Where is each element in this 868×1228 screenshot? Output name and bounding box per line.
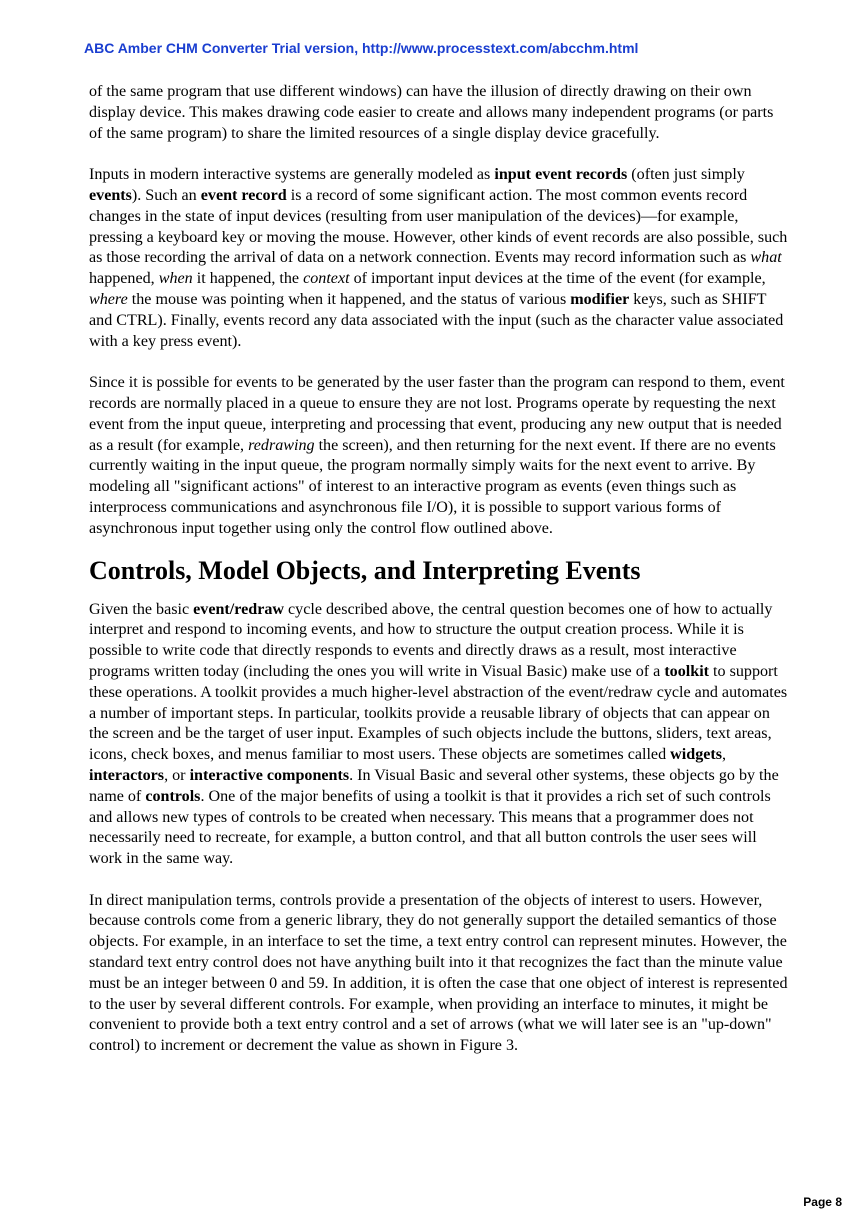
text-run: , — [722, 746, 727, 764]
text-run: keys, such as SHIFT and CTRL). Finally, events record any data associated with the input (such as the character value associated with a key press event). — [89, 290, 784, 350]
page-number: Page 8 — [803, 1195, 842, 1209]
text-run: . In Visual Basic and several other systems, these objects go by the name of — [89, 766, 779, 805]
paragraph-input-events — [89, 165, 789, 352]
term-interactive-components: interactive components — [189, 766, 350, 784]
text-run: cycle described above, the central question becomes one of how to actually interpret and respond to incoming events, and how to structure the output creation process. While it is possible to write code that directly responds to events and directly draws as a result, most interactive programs written today (including the ones you will write in Visual Basic) make use of a — [89, 600, 773, 680]
emphasis-where: where — [89, 290, 128, 308]
text-run: Given the basic — [89, 600, 194, 618]
paragraph-text: of the same program that use different windows) can have the illusion of directly drawing on their own display device. This makes drawing code easier to create and allows many independent programs (or parts of the same program) to share the limited resources of a single display device gracefully. — [89, 83, 774, 142]
paragraph-intro-continuation — [89, 82, 789, 144]
text-run: (often just simply — [627, 166, 745, 184]
term-controls: controls — [145, 787, 201, 805]
text-run: happened, — [89, 270, 159, 288]
document-body — [89, 82, 789, 1057]
text-run: of important input devices at the time of the event (for example, — [349, 270, 766, 288]
term-widgets: widgets — [670, 746, 723, 764]
term-input-event-records: input event records — [494, 166, 628, 184]
text-run: it happened, the — [192, 270, 304, 288]
trial-version-banner: ABC Amber CHM Converter Trial version, http://www.processtext.com/abcchm.html — [84, 40, 639, 56]
section-heading: Controls, Model Objects, and Interpreting Events — [89, 555, 641, 585]
emphasis-redrawing: redrawing — [248, 436, 315, 454]
paragraph-text: In direct manipulation terms, controls provide a presentation of the objects of interest to users. However, because controls come from a generic library, they do not generally support the detailed semantics of those objects. For example, in an interface to set the time, a text entry control can represent minutes. However, the standard text entry control does not have anything built into it that recognizes the fact than the minute value must be an integer between 0 and 59. In addition, it is often the case that one object of interest is represented to the user by several different controls. For example, when providing an interface to minutes, it might be convenient to provide both a text entry control and a set of arrows (what we will later see is an "up-down" control) to increment or decrement the value as shown in Figure 3. — [89, 891, 788, 1055]
text-run: the screen), and then returning for the next event. If there are no events currently waiting in the input queue, the program normally simply waits for the next event to arrive. By modeling all "significant actions" of interest to an interactive program as events (even things such as interprocess communications and asynchronous file I/O), it is possible to support various forms of asynchronous input together using only the control flow outlined above. — [89, 436, 776, 537]
term-event-redraw: event/redraw — [193, 600, 285, 618]
emphasis-what: what — [750, 249, 782, 267]
text-run: ). Such an — [131, 186, 201, 204]
emphasis-when: when — [158, 270, 193, 288]
term-events: events — [89, 186, 132, 204]
emphasis-context: context — [303, 270, 350, 288]
term-event-record: event record — [200, 186, 287, 204]
text-run: . One of the major benefits of using a toolkit is that it provides a rich set of such controls and allows new types of controls to be created when necessary. This means that a programmer does not necessarily need to recreate, for example, a button control, and that all button controls the user sees will work in the same way. — [89, 787, 771, 868]
text-run: to support these operations. A toolkit provides a much higher-level abstraction of the event/redraw cycle and automates a number of important steps. In particular, toolkits provide a reusable library of objects that can appear on the screen and be the target of user input. Examples of such objects include the buttons, sliders, text areas, icons, check boxes, and menus familiar to most users. These objects are sometimes called — [89, 662, 788, 764]
paragraph-event-queue — [89, 373, 789, 539]
text-run: , or — [164, 766, 190, 784]
text-run: Since it is possible for events to be generated by the user faster than the program can respond to them, event records are normally placed in a queue to ensure they are not lost. Programs operate by requesting the next event from the input queue, interpreting and processing that event, producing any new output that is needed as a result (for example, — [89, 374, 785, 454]
term-modifier: modifier — [570, 290, 630, 308]
paragraph-toolkits — [89, 600, 789, 870]
term-toolkit: toolkit — [664, 662, 710, 680]
text-run: Inputs in modern interactive systems are generally modeled as — [89, 166, 495, 184]
text-run: the mouse was pointing when it happened, and the status of various — [127, 290, 571, 308]
text-run: is a record of some significant action. The most common events record changes in the state of input devices (resulting from user manipulation of the devices)—for example, pressing a keyboard key or moving the mouse. However, other kinds of event records are also possible, such as those recording the arrival of data on a network connection. Events may record information such as — [89, 186, 788, 267]
term-interactors: interactors — [89, 766, 165, 784]
paragraph-direct-manipulation — [89, 891, 789, 1057]
